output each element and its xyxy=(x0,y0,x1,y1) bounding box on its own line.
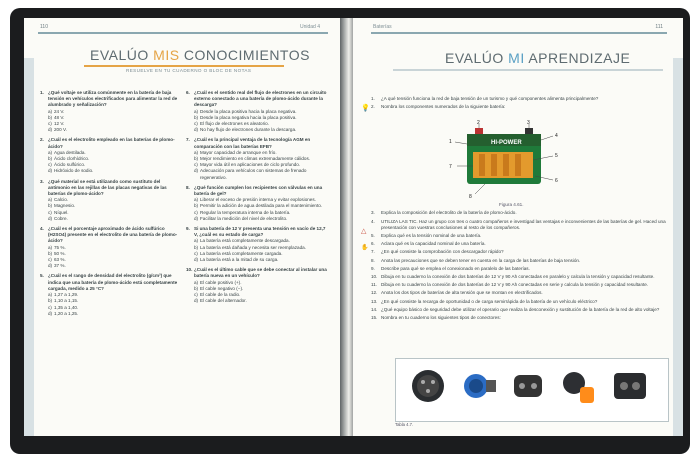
question-header xyxy=(40,179,178,198)
activity-item xyxy=(371,290,671,296)
option-letter: c) xyxy=(194,292,198,298)
title-part-1: EVALÚO xyxy=(90,47,154,63)
question-item xyxy=(40,90,178,133)
activity-item xyxy=(371,282,671,288)
option-text: Facilitar la medición del nivel de electrolito. xyxy=(200,215,288,221)
activity-text: Describe para qué se emplea el conexionado en paralelo de las baterías. xyxy=(381,265,530,271)
question-item xyxy=(186,137,328,180)
option-text: 63 %. xyxy=(54,257,66,263)
left-edge-strip xyxy=(24,58,34,436)
option-letter: c) xyxy=(48,162,52,168)
option-text: Hidróxido de sodio. xyxy=(54,168,94,174)
option-letter: a) xyxy=(48,197,53,203)
connector-image-2 xyxy=(458,365,498,407)
activity-item xyxy=(371,219,671,231)
option-text: Regular la temperatura interna de la batería. xyxy=(200,209,291,215)
option-letter: c) xyxy=(48,209,52,215)
activity-item xyxy=(371,233,671,239)
activity-item xyxy=(371,249,671,255)
option-text: Magnesio. xyxy=(54,203,76,209)
activity-text: Anota los dos tipos de baterías de alta tensión que se montan en electrificados. xyxy=(381,290,543,296)
activity-number: 3. xyxy=(371,210,375,216)
question-text: ¿Qué voltaje se utiliza comúnmente en la batería de baja tensión en vehículos electrificados para alimentar la red de alumbrado y señalización? xyxy=(48,90,178,108)
answer-option xyxy=(40,216,178,222)
activity-number: 7. xyxy=(371,249,375,255)
option-text: 200 V. xyxy=(54,127,67,133)
option-text: Desde la placa positiva hacia la placa negativa. xyxy=(200,108,297,114)
option-letter: d) xyxy=(48,127,53,133)
right-top-rule xyxy=(371,32,667,34)
question-text: ¿Qué material se está utilizando como sustituto del antimonio en las rejillas de las placas negativas de las baterías de plomo-ácido? xyxy=(48,178,167,197)
option-text: Mejor rendimiento en climas extremadamente cálidos. xyxy=(200,156,311,162)
figure-caption: Figura 4.61. xyxy=(499,202,524,207)
activity-number: 15. xyxy=(371,315,378,321)
left-page-number: 110 xyxy=(40,24,48,30)
activity-item xyxy=(371,299,671,305)
question-number: 2. xyxy=(40,137,44,143)
question-header xyxy=(40,90,178,109)
activity-text: Explica la composición del electrolito de la batería de plomo-ácido. xyxy=(381,210,517,216)
option-letter: a) xyxy=(194,238,199,244)
option-text: La batería está a la mitad de su carga. xyxy=(200,257,279,263)
answer-option xyxy=(40,263,178,269)
connectors-table xyxy=(395,358,669,422)
option-text: 1,10 a 1,15. xyxy=(54,298,79,304)
title-part-2: MI xyxy=(508,50,525,66)
option-text: La batería está dañada y necesita ser reemplazada. xyxy=(200,244,306,250)
option-letter: c) xyxy=(194,121,198,127)
title-part-1: EVALÚO xyxy=(445,50,509,66)
battery-brand-label: HI-POWER xyxy=(491,140,522,146)
activity-item xyxy=(371,210,671,216)
right-page xyxy=(353,18,683,436)
connector-image-3 xyxy=(508,365,548,407)
figure-label: 6 xyxy=(555,178,558,184)
right-page-number: 111 xyxy=(655,24,663,30)
question-item xyxy=(40,137,178,174)
activity-item xyxy=(371,315,671,321)
question-number: 10. xyxy=(186,267,193,273)
option-text: Desde la placa negativa hacia la placa positiva. xyxy=(200,114,297,120)
option-text: Liberar el exceso de presión interna y evitar explosiones. xyxy=(200,197,316,203)
answer-option xyxy=(186,127,328,133)
activity-item xyxy=(371,274,671,280)
option-letter: b) xyxy=(194,244,199,250)
option-letter: b) xyxy=(48,156,53,162)
option-text: 50 %. xyxy=(54,250,66,256)
answer-option xyxy=(186,216,328,222)
activity-number: 4. xyxy=(371,218,375,224)
option-text: 48 V. xyxy=(54,114,65,120)
option-letter: a) xyxy=(48,244,53,250)
activity-item xyxy=(371,307,671,313)
question-header xyxy=(186,267,328,279)
option-letter: d) xyxy=(194,168,199,174)
option-text: Agua destilada. xyxy=(54,149,86,155)
option-letter: a) xyxy=(48,149,53,155)
question-number: 8. xyxy=(186,184,190,190)
question-header xyxy=(186,90,328,109)
figure-label: 3 xyxy=(527,120,530,126)
activity-item xyxy=(371,241,671,247)
left-page-subtitle: RESUELVE EN TU CUADERNO O BLOC DE NOTAS xyxy=(126,68,252,73)
option-text: Níquel. xyxy=(54,209,69,215)
option-letter: a) xyxy=(194,149,199,155)
option-letter: a) xyxy=(194,197,199,203)
activity-text: Nombra en tu cuaderno los siguientes tipos de conectores: xyxy=(381,315,501,321)
hand-icon: ✋ xyxy=(361,245,369,251)
right-running-head: Baterías xyxy=(373,24,392,30)
activity-text: Nombra los componentes numerados de la siguiente batería: xyxy=(381,104,506,110)
option-text: 24 V. xyxy=(54,108,65,114)
option-letter: c) xyxy=(48,121,52,127)
activity-text: Dibuja en tu cuaderno la conexión de dos baterías de 12 V y 90 Ah conectadas en serie y calcula la tensión y capacidad resultante. xyxy=(381,282,649,288)
option-letter: a) xyxy=(48,108,53,114)
option-letter: d) xyxy=(194,298,199,304)
question-item xyxy=(186,90,328,133)
activity-item xyxy=(371,266,671,272)
activity-item xyxy=(371,258,671,264)
option-letter: b) xyxy=(194,285,199,291)
activity-text: ¿Qué equipo básico de seguridad debe utilizar el operario que realiza la desconexión y sustitución de la batería de la red de alto voltaje? xyxy=(381,306,660,312)
right-page-title xyxy=(445,50,630,66)
option-letter: d) xyxy=(48,215,53,221)
activity-text: ¿En qué consiste la comprobación con descargador rápido? xyxy=(381,249,504,255)
question-item xyxy=(40,226,178,269)
activity-number: 12. xyxy=(371,290,378,296)
figure-label: 5 xyxy=(555,153,558,159)
option-letter: a) xyxy=(194,108,199,114)
option-text: Calcio. xyxy=(54,197,69,203)
option-letter: b) xyxy=(48,250,53,256)
option-text: Permitir la adición de agua destilada para el mantenimiento. xyxy=(200,203,323,209)
lightbulb-icon: 💡 xyxy=(361,105,370,112)
left-top-rule xyxy=(38,32,328,34)
figure-label: 1 xyxy=(449,139,452,145)
option-letter: b) xyxy=(48,203,53,209)
question-header xyxy=(40,226,178,245)
connector-image-5 xyxy=(610,365,650,407)
option-text: No hay flujo de electrones durante la descarga. xyxy=(200,127,297,133)
option-text: Cobre. xyxy=(54,215,68,221)
answer-option xyxy=(186,257,328,263)
question-number: 9. xyxy=(186,226,190,232)
option-text: Adecuación para vehículos con sistemas de frenado regenerativo. xyxy=(200,168,307,180)
activity-number: 5. xyxy=(371,233,375,239)
activity-number: 1. xyxy=(371,96,375,101)
question-header xyxy=(186,137,328,149)
answer-option xyxy=(186,168,328,180)
battery-figure xyxy=(445,120,575,200)
question-text: ¿Cuál es el rango de densidad del electrolito (g/cm³) que indica que una batería de plomo-ácido está completamente cargada, medido a 25 °C? xyxy=(48,273,178,291)
activity-number: 10. xyxy=(371,274,378,280)
option-text: Ácido sulfúrico. xyxy=(54,162,86,168)
question-text: ¿Cuál es el sentido real del flujo de electrones en un circuito externo conectado a una batería de plomo-ácido durante la descarga? xyxy=(194,90,327,108)
title-part-2: MIS xyxy=(153,47,180,63)
option-letter: b) xyxy=(48,114,53,120)
activity-item xyxy=(371,104,671,110)
figure-label: 7 xyxy=(449,164,452,170)
question-item xyxy=(186,226,328,263)
option-text: 1,20 a 1,25. xyxy=(54,310,79,316)
connector-image-1 xyxy=(408,365,448,407)
question-text: ¿Cuál es el electrolito empleado en las baterías de plomo-ácido? xyxy=(48,137,175,149)
activity-number: 8. xyxy=(371,257,375,263)
question-header xyxy=(40,273,178,292)
question-item xyxy=(186,267,328,304)
activity-number: 6. xyxy=(371,241,375,247)
tic-icon: △ xyxy=(361,228,367,235)
title-part-3: APRENDIZAJE xyxy=(524,50,631,66)
option-letter: d) xyxy=(48,310,53,316)
question-item xyxy=(40,179,178,222)
option-text: El flujo de electrones es aleatorio. xyxy=(200,121,269,127)
option-text: Mayor capacidad de arranque en frío. xyxy=(200,149,277,155)
question-number: 7. xyxy=(186,137,190,143)
option-letter: d) xyxy=(48,263,53,269)
figure-label: 4 xyxy=(555,133,558,139)
option-letter: c) xyxy=(48,257,52,263)
question-text: Si una batería de 12 V presenta una tensión en vacío de 12,7 V, ¿cuál es su estado de carga? xyxy=(194,226,326,238)
title-part-3: CONOCIMIENTOS xyxy=(179,47,310,63)
table-caption: Tabla 4.7. xyxy=(395,422,414,427)
question-text: ¿Qué función cumplen los recipientes con válvulas en una batería de gel? xyxy=(194,184,323,197)
option-letter: d) xyxy=(194,127,199,133)
activity-item xyxy=(371,96,671,102)
left-running-head: Unidad 4 xyxy=(299,24,320,30)
right-edge-strip xyxy=(673,58,683,436)
question-number: 3. xyxy=(40,178,44,184)
question-item xyxy=(186,185,328,222)
left-page-title xyxy=(90,47,310,63)
option-letter: d) xyxy=(194,257,199,263)
activity-text: Dibuja en tu cuaderno la conexión de dos baterías de 12 V y 90 Ah conectadas en paralelo y calcula la tensión y capacidad resultante. xyxy=(381,274,655,280)
option-text: La batería está completamente descargada. xyxy=(200,238,290,244)
activity-number: 9. xyxy=(371,265,375,271)
option-text: 12 V. xyxy=(54,121,65,127)
option-letter: c) xyxy=(194,209,198,215)
option-letter: c) xyxy=(194,250,198,256)
option-text: Ácido clorhídrico. xyxy=(54,156,90,162)
question-text: ¿Cuál es la principal ventaja de la tecnología AGM en comparación con las baterías EFB? xyxy=(194,137,311,149)
option-text: 37 %. xyxy=(54,263,66,269)
option-letter: b) xyxy=(48,298,53,304)
option-letter: c) xyxy=(48,304,52,310)
question-text: ¿Cuál es el porcentaje aproximado de ácido sulfúrico (H2SO4) presente en el electrolito de una batería de plomo-ácido? xyxy=(48,226,178,244)
option-text: El cable de la radio. xyxy=(200,292,241,298)
option-letter: b) xyxy=(194,114,199,120)
activity-text: ¿A qué tensión funciona la red de baja tensión de un turismo y qué componentes alimenta principalmente? xyxy=(381,96,599,101)
option-letter: b) xyxy=(194,203,199,209)
questions-column-2 xyxy=(186,90,328,309)
left-page xyxy=(24,18,342,436)
activity-text: Explica qué es la tensión nominal de una batería. xyxy=(381,233,482,239)
answer-option xyxy=(40,168,178,174)
option-text: 1,35 a 1,40. xyxy=(54,304,79,310)
option-text: Mayor vida útil en aplicaciones de ciclo profundo. xyxy=(200,162,301,168)
question-number: 6. xyxy=(186,90,190,95)
question-item xyxy=(40,273,178,316)
question-number: 5. xyxy=(40,273,44,279)
option-text: 1,27 a 1,29. xyxy=(54,292,79,298)
option-letter: b) xyxy=(194,156,199,162)
title-underline xyxy=(84,65,284,67)
question-text: ¿Cuál es el último cable que se debe conectar al instalar una batería nueva en un vehículo? xyxy=(194,267,327,279)
activity-number: 11. xyxy=(371,282,378,288)
question-header xyxy=(186,226,328,238)
figure-label: 8 xyxy=(469,194,472,200)
answer-option xyxy=(40,127,178,133)
question-header xyxy=(40,137,178,149)
activity-text: ¿En qué consiste la recarga de oportunidad o de carga semirrápida de la batería de un vehículo eléctrico? xyxy=(381,298,598,304)
question-number: 1. xyxy=(40,90,44,95)
option-text: 75 %. xyxy=(54,244,66,250)
answer-option xyxy=(40,311,178,317)
activity-text: Aclara qué es la capacidad nominal de una batería. xyxy=(381,241,486,247)
option-text: El cable positivo (+). xyxy=(200,279,242,285)
option-letter: d) xyxy=(194,215,199,221)
option-text: El cable del alternador. xyxy=(200,298,247,304)
activity-text: Anota las precauciones que se deben tener en cuenta en la carga de las baterías de baja tensión. xyxy=(381,257,581,263)
option-letter: a) xyxy=(48,292,53,298)
questions-column-1 xyxy=(40,90,178,321)
option-letter: d) xyxy=(48,168,53,174)
connector-image-4 xyxy=(558,365,598,407)
activity-text: UTILIZA LAS TIC. Haz un grupo con tres o cuatro compañeros e investigad las ventajas e inconvenientes de las baterías de gel. Haced una presentación con vuestras conclusiones al resto de los compañeros. xyxy=(381,218,666,230)
question-number: 4. xyxy=(40,226,44,232)
answer-option xyxy=(186,298,328,304)
title-underline xyxy=(393,69,663,71)
question-header xyxy=(186,185,328,197)
option-letter: c) xyxy=(194,162,198,168)
option-text: El cable negativo (−). xyxy=(200,285,244,291)
figure-label: 2 xyxy=(477,120,480,126)
option-text: La batería está completamente cargada. xyxy=(200,250,283,256)
option-letter: a) xyxy=(194,279,199,285)
activity-number: 14. xyxy=(371,306,378,312)
activity-number: 2. xyxy=(371,104,375,110)
activity-number: 13. xyxy=(371,298,378,304)
